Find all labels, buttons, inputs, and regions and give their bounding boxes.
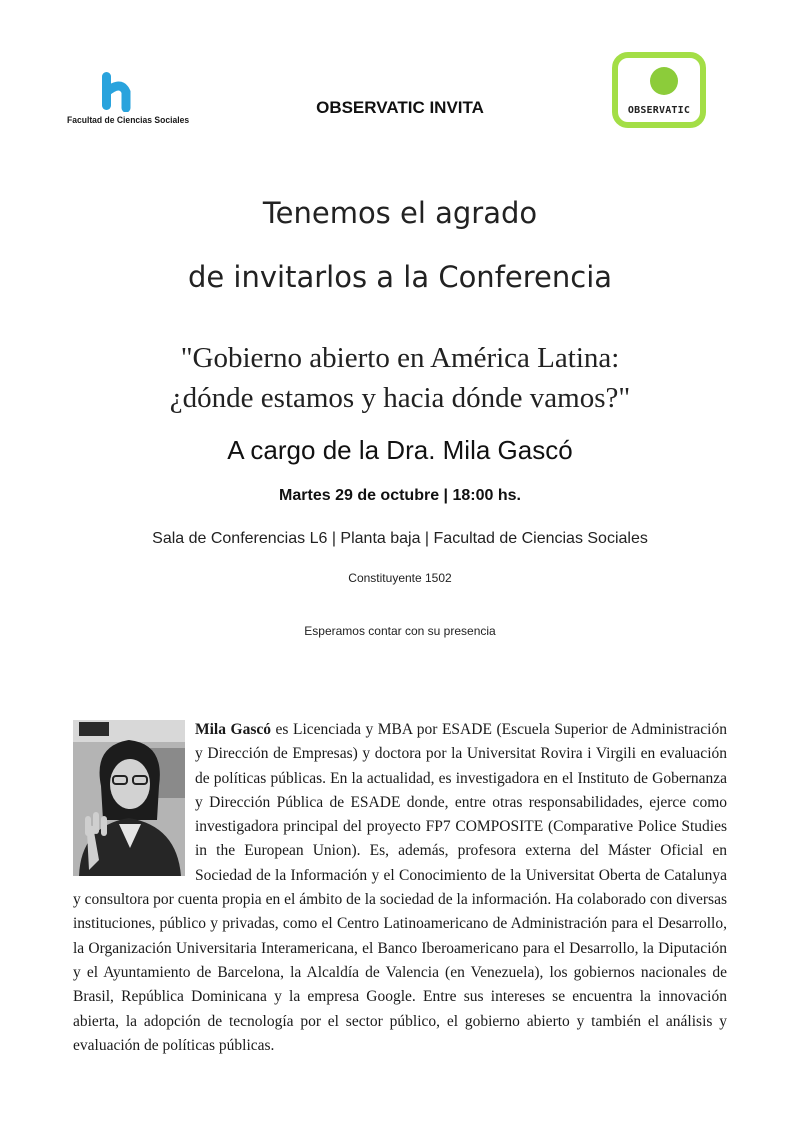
conference-title-line-2: ¿dónde estamos y hacia dónde vamos?": [169, 382, 631, 414]
observatic-dot-icon: [650, 67, 678, 95]
speaker-bio: [73, 718, 727, 1058]
event-venue: Sala de Conferencias L6 | Planta baja | Facultad de Ciencias Sociales: [152, 530, 648, 547]
conference-title: [0, 338, 800, 418]
bio-name: Mila Gascó: [195, 721, 271, 738]
speaker-line: A cargo de la Dra. Mila Gascó: [227, 435, 573, 465]
invitation-line-1: Tenemos el agrado: [262, 196, 538, 230]
event-datetime: Martes 29 de octubre | 18:00 hs.: [279, 487, 521, 504]
conference-title-line-1: "Gobierno abierto en América Latina:: [180, 342, 620, 374]
speaker-photo: [73, 720, 185, 876]
bio-text: es Licenciada y MBA por ESADE (Escuela Superior de Administración y Dirección de Empresas) y doctora por la Universitat Rovira i Virgili en evaluación de políticas públicas. En la actualidad, es investigadora en el Instituto de Gobernanza y Dirección Pública de ESADE donde, entre otras responsabilidades, ejerce como investigadora principal del proyecto FP7 COMPOSITE (Comparative Police Studies in the European Union). Es, además, profesora externa del Máster Oficial en Sociedad de la Información y el Conocimiento de la Universitat Oberta de Catalunya y consultora por cuenta propia en el ámbito de la sociedad de la información. Ha colaborado con diversas instituciones, público y privadas, como el Centro Latinoamericano de Administración para el Desarrollo, la Organización Universitaria Interamericana, el Banco Iberoamericano para el Desarrollo, la Diputación y el Ayuntamiento de Barcelona, la Alcaldía de Valencia (en Venezuela), los gobiernos nacionales de Brasil, República Dominicana y la empresa Google. Entre sus intereses se encuentra la innovación abierta, la adopción de tecnología por el sector público, el gobierno abierto y también el análisis y evaluación de políticas públicas.: [73, 721, 727, 1054]
faculty-logo-label: Facultad de Ciencias Sociales: [67, 115, 190, 125]
observatic-logo: [612, 52, 706, 128]
invitation-line-2: de invitarlos a la Conferencia: [187, 260, 613, 294]
observatic-logo-label: OBSERVATIC: [627, 105, 691, 116]
header-title: OBSERVATIC INVITA: [316, 98, 484, 117]
closing-line: Esperamos contar con su presencia: [304, 624, 496, 638]
event-address: Constituyente 1502: [348, 571, 452, 585]
